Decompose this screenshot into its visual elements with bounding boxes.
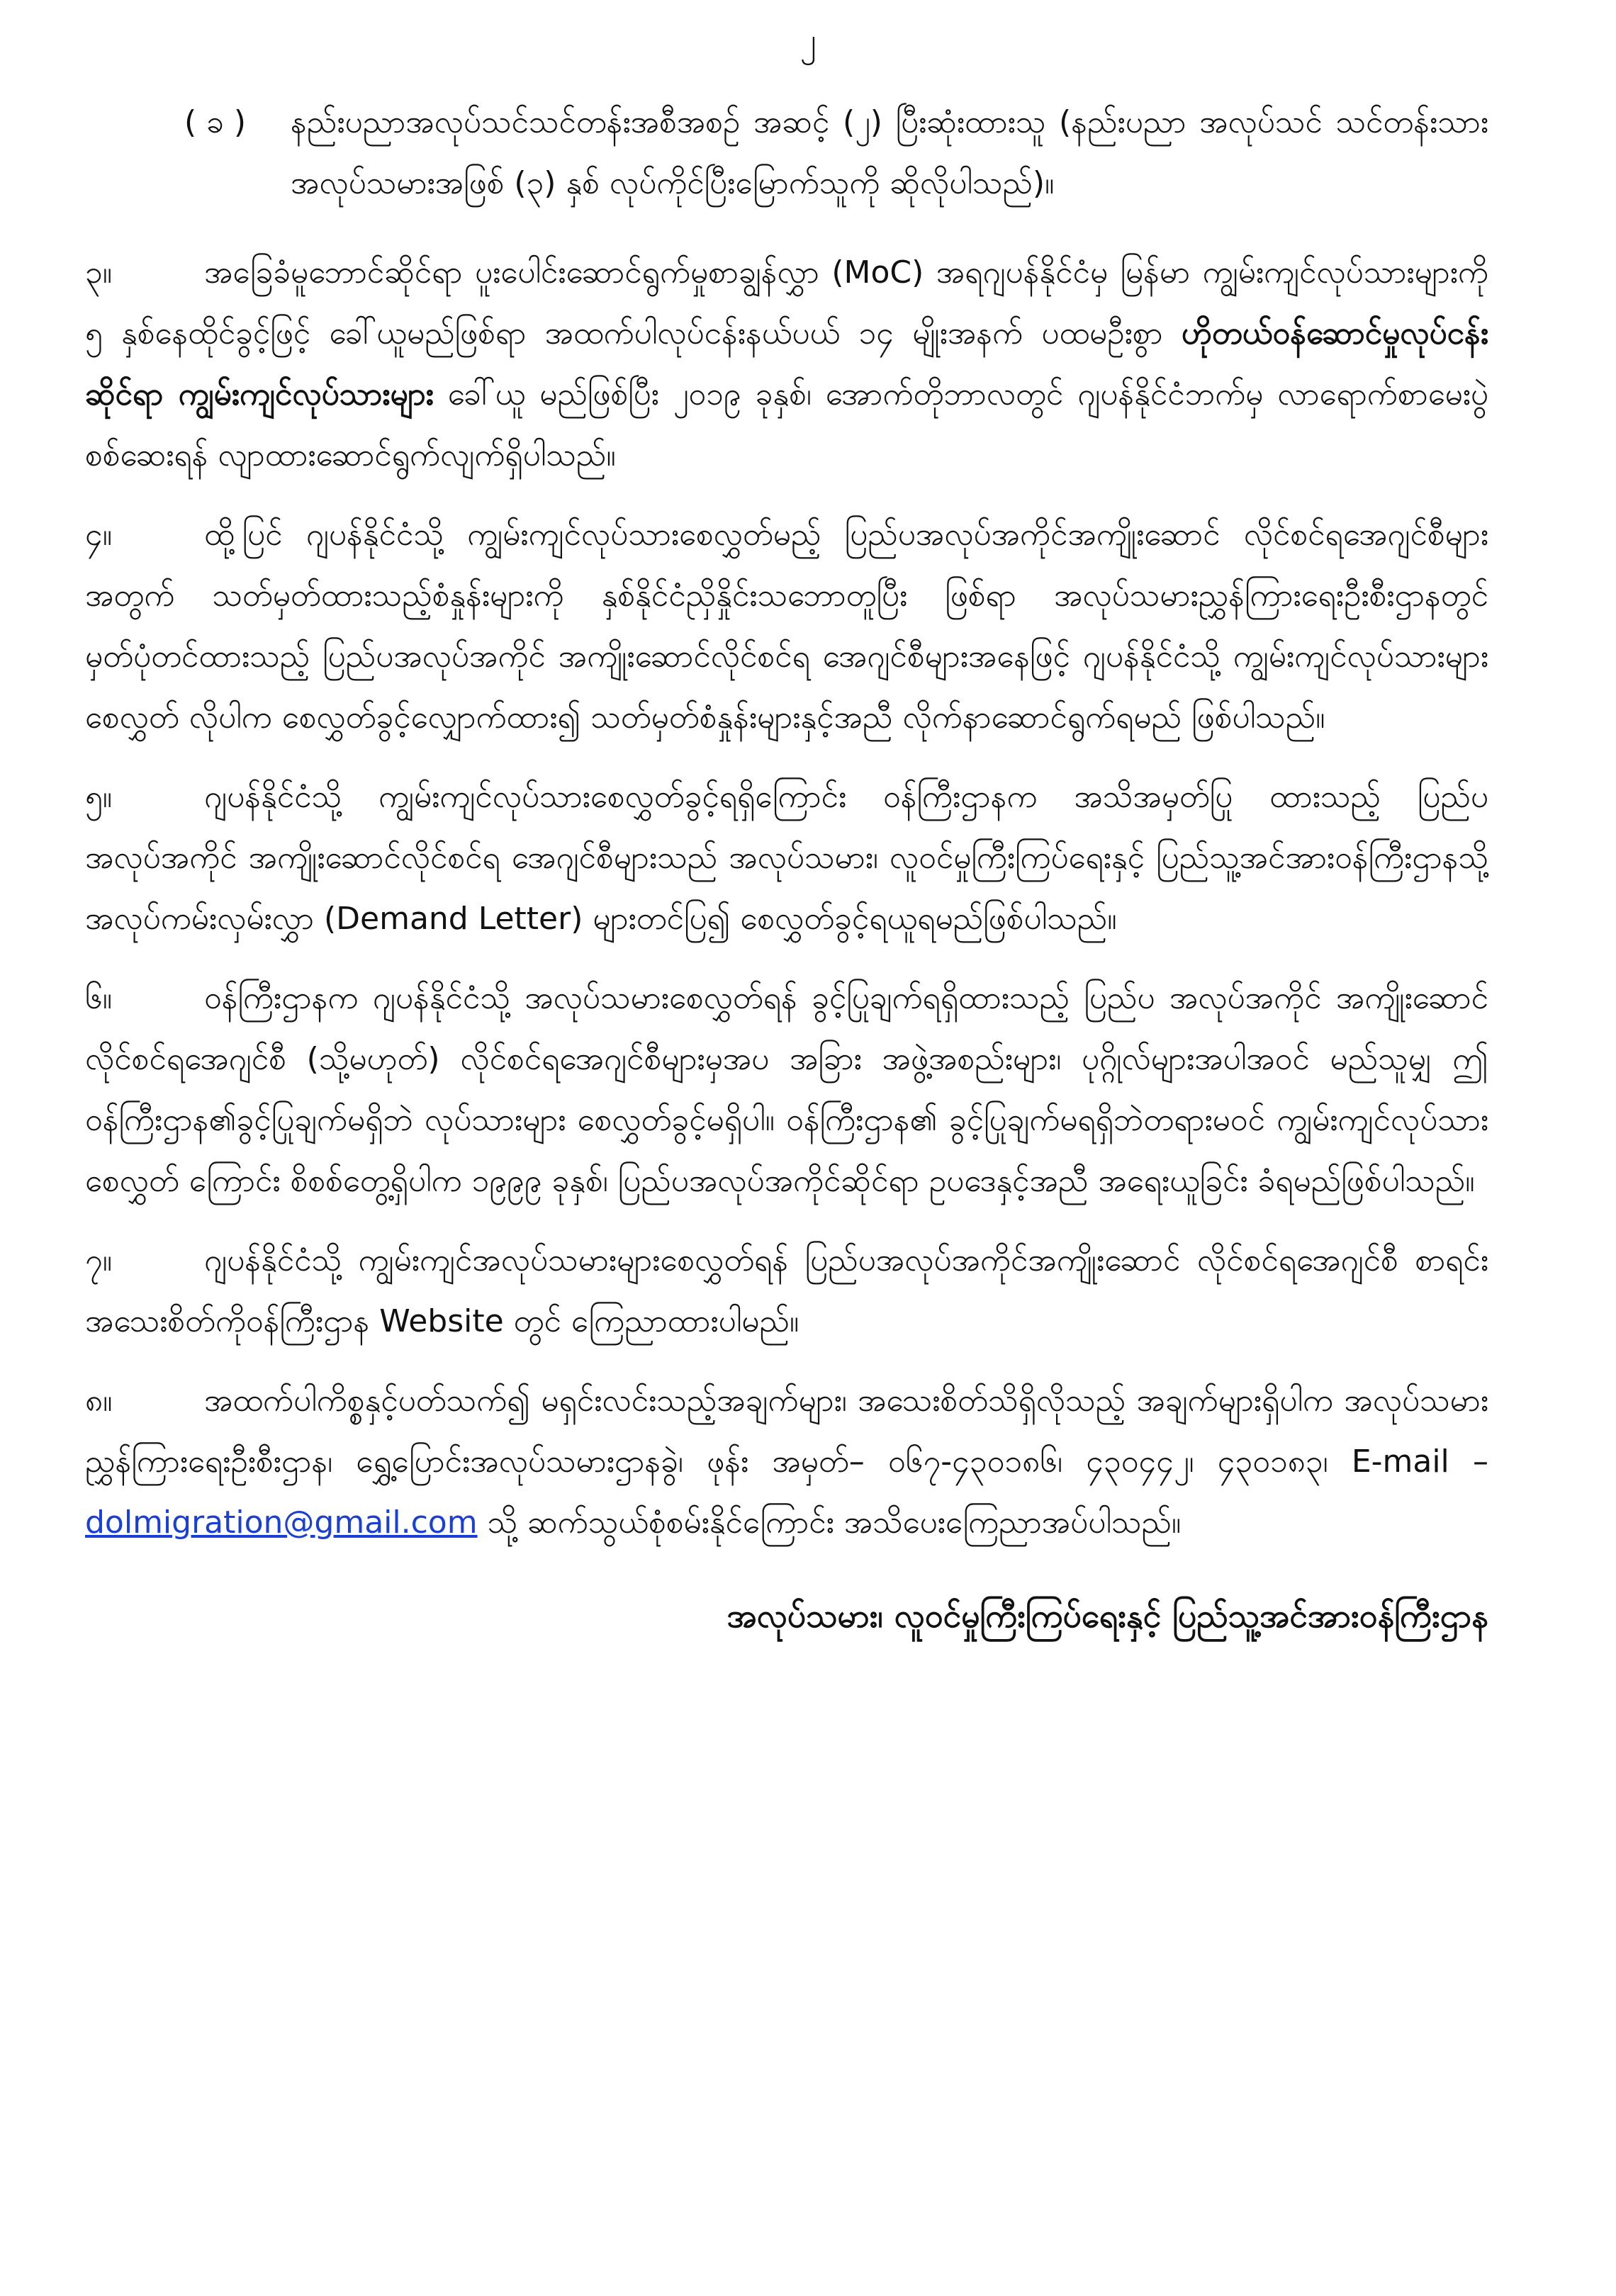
paragraph-5 [85,767,1488,950]
paragraph-number: ၇။ [85,1242,113,1278]
paragraph-number: ၃။ [85,254,113,291]
highlighted-sector: ဟိုတယ်ဝန်ဆောင်မှုလုပ်ငန်းဆိုင်ရာ ကျွမ်းကျင်လုပ်သားများ [85,315,1488,412]
ministry-signature: အလုပ်သမား၊ လူဝင်မှုကြီးကြပ်ရေးနှင့် ပြည်သူ့အင်အားဝန်ကြီးဌာန [726,1597,1488,1635]
paragraph-text: ဂျပန်နိုင်ငံသို့ ကျွမ်းကျင်အလုပ်သမားများစေလွှတ်ရန် ပြည်ပအလုပ်အကိုင်အကျိုးဆောင် လိုင်စင်ရအေဂျင်စီ စာရင်းအသေးစိတ်ကိုဝန်ကြီးဌာန Website တွင် ကြေညာထားပါမည်။ [85,1242,1488,1339]
paragraph-text: ဝန်ကြီးဌာနက ဂျပန်နိုင်ငံသို့ အလုပ်သမားစေလွှတ်ရန် ခွင့်ပြုချက်ရရှိထားသည့် ပြည်ပ အလုပ်အကိုင် အကျိုးဆောင်လိုင်စင်ရအေဂျင်စီ (သို့မဟုတ်) လိုင်စင်ရအေဂျင်စီများမှအပ အခြား အဖွဲ့အစည်းများ၊ ပုဂ္ဂိုလ်များအပါအဝင် မည်သူမျှ ဤဝန်ကြီးဌာန၏ခွင့်ပြုချက်မရှိဘဲ လုပ်သားများ စေလွှတ်ခွင့်မရှိပါ။ ဝန်ကြီးဌာန၏ ခွင့်ပြုချက်မရရှိဘဲတရားမဝင် ကျွမ်းကျင်လုပ်သားစေလွှတ် ကြောင်း စိစစ်တွေ့ရှိပါက ၁၉၉၉ ခုနှစ်၊ ပြည်ပအလုပ်အကိုင်ဆိုင်ရာ ဥပဒေနှင့်အညီ အရေးယူခြင်း ခံရမည်ဖြစ်ပါသည်။ [85,980,1488,1199]
paragraph-6 [85,968,1488,1212]
paragraph-text-continued: သို့ ဆက်သွယ်စုံစမ်းနိုင်ကြောင်း အသိပေးကြေညာအပ်ပါသည်။ [477,1504,1182,1541]
paragraph-7 [85,1230,1488,1352]
document-body [85,92,1488,1643]
sub-item-text: နည်းပညာအလုပ်သင်သင်တန်းအစီအစဉ် အဆင့် (၂) ပြီးဆုံးထားသူ (နည်းပညာ အလုပ်သင် သင်တန်းသားအလုပ်သမားအဖြစ် (၃) နှစ် လုပ်ကိုင်ပြီးမြောက်သူကို ဆိုလိုပါသည်)။ [291,104,1488,201]
paragraph-4 [85,505,1488,748]
paragraph-text: ထို့ပြင် ဂျပန်နိုင်ငံသို့ ကျွမ်းကျင်လုပ်သားစေလွှတ်မည့် ပြည်ပအလုပ်အကိုင်အကျိုးဆောင် လိုင်စင်ရအေဂျင်စီများအတွက် သတ်မှတ်ထားသည့်စံနှုန်းများကို နှစ်နိုင်ငံညှိနှိုင်းသဘောတူပြီး ဖြစ်ရာ အလုပ်သမားညွှန်ကြားရေးဦးစီးဌာနတွင် မှတ်ပုံတင်ထားသည့် ပြည်ပအလုပ်အကိုင် အကျိုးဆောင်လိုင်စင်ရ အေဂျင်စီများအနေဖြင့် ဂျပန်နိုင်ငံသို့ ကျွမ်းကျင်လုပ်သားများစေလွှတ် လိုပါက စေလွှတ်ခွင့်လျှောက်ထား၍ သတ်မှတ်စံနှုန်းများနှင့်အညီ လိုက်နာဆောင်ရွက်ရမည် ဖြစ်ပါသည်။ [85,517,1488,736]
sub-item-kha [85,92,1488,214]
paragraph-number: ၆။ [85,980,113,1016]
paragraph-number: ၅။ [85,779,113,815]
paragraph-text: အထက်ပါကိစ္စနှင့်ပတ်သက်၍ မရှင်းလင်းသည့်အချက်များ၊ အသေးစိတ်သိရှိလိုသည့် အချက်များရှိပါက အလုပ်သမားညွှန်ကြားရေးဦးစီးဌာန၊ ရွှေ့ပြောင်းအလုပ်သမားဌာနခွဲ၊ ဖုန်း အမှတ်– ၀၆၇-၄၃၀၁၈၆၊ ၄၃၀၄၄၂၊ ၄၃၀၁၈၃၊ E-mail – [85,1383,1488,1480]
sub-item-mark: ( ခ ) [184,104,247,140]
paragraph-8 [85,1371,1488,1553]
page-number: ၂ [799,21,817,59]
paragraph-text: အခြေခံမူဘောင်ဆိုင်ရာ ပူးပေါင်းဆောင်ရွက်မှုစာချွန်လွှာ (MoC) အရဂျပန်နိုင်ငံမှ မြန်မာ ကျွမ်းကျင်လုပ်သားများကို ၅ နှစ်နေထိုင်ခွင့်ဖြင့် ခေါ်ယူမည်ဖြစ်ရာ အထက်ပါလုပ်ငန်းနယ်ပယ် ၁၄ မျိုးအနက် ပထမဦးစွာ [85,254,1488,351]
paragraph-3 [85,242,1488,486]
paragraph-number: ၈။ [85,1383,113,1419]
email-link[interactable]: dolmigration@gmail.com [85,1504,478,1541]
paragraph-text: ဂျပန်နိုင်ငံသို့ ကျွမ်းကျင်လုပ်သားစေလွှတ်ခွင့်ရရှိကြောင်း ဝန်ကြီးဌာနက အသိအမှတ်ပြု ထားသည့် ပြည်ပအလုပ်အကိုင် အကျိုးဆောင်လိုင်စင်ရ အေဂျင်စီများသည် အလုပ်သမား၊ လူဝင်မှုကြီးကြပ်ရေးနှင့် ပြည်သူ့အင်အားဝန်ကြီးဌာနသို့ အလုပ်ကမ်းလှမ်းလွှာ (Demand Letter) များတင်ပြ၍ စေလွှတ်ခွင့်ရယူရမည်ဖြစ်ပါသည်။ [85,779,1488,937]
paragraph-number: ၄။ [85,517,113,553]
paragraph-text-continued: ခေါ်ယူ မည်ဖြစ်ပြီး ၂၀၁၉ ခုနှစ်၊ အောက်တိုဘာလတွင် ဂျပန်နိုင်ငံဘက်မှ လာရောက်စာမေးပွဲစစ်ဆေးရန် လျာထားဆောင်ရွက်လျက်ရှိပါသည်။ [85,376,1488,473]
